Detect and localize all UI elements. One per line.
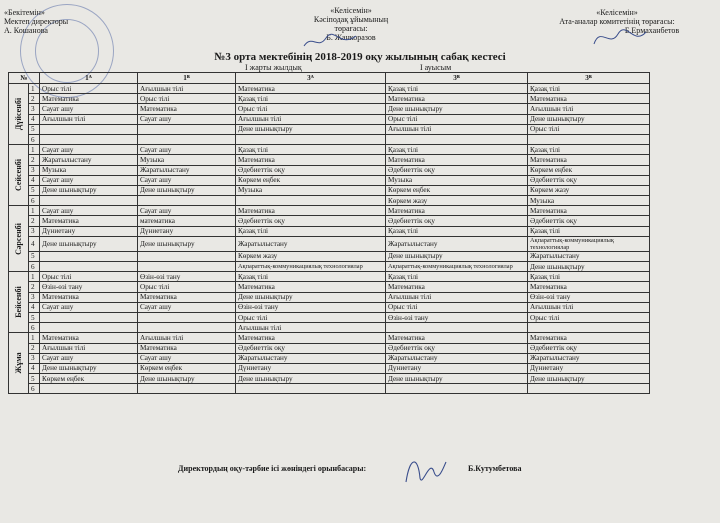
table-row bbox=[9, 124, 650, 134]
lesson-cell: Ағылшын тілі bbox=[386, 292, 528, 302]
col-header-3a: 3ᴬ bbox=[236, 73, 386, 84]
approval-parents-role: Ата-аналар комитетінің төрағасы: bbox=[559, 17, 675, 26]
lesson-cell: Сауат ашу bbox=[138, 114, 236, 124]
lesson-cell bbox=[138, 196, 236, 206]
lesson-cell: Математика bbox=[40, 216, 138, 226]
lesson-cell: Дүниетану bbox=[40, 226, 138, 236]
table-row bbox=[9, 353, 650, 363]
lesson-cell bbox=[138, 384, 236, 394]
lesson-cell: Дене шынықтыру bbox=[236, 374, 386, 384]
table-row bbox=[9, 384, 650, 394]
lesson-cell: Орыс тілі bbox=[40, 84, 138, 94]
lesson-cell bbox=[138, 251, 236, 261]
lesson-cell: Қазақ тілі bbox=[236, 272, 386, 282]
lesson-cell: Сауат ашу bbox=[138, 302, 236, 312]
lesson-cell: Дене шынықтыру bbox=[138, 185, 236, 195]
lesson-cell: Математика bbox=[236, 206, 386, 216]
lesson-cell: Әдебиеттік оқу bbox=[386, 216, 528, 226]
lesson-cell: Жаратылыстану bbox=[138, 165, 236, 175]
table-row bbox=[9, 312, 650, 322]
lesson-cell: Қазақ тілі bbox=[528, 84, 650, 94]
day-label: Сәрсенбі bbox=[13, 222, 23, 255]
col-header-3v: 3ᴮ bbox=[528, 73, 650, 84]
lesson-cell bbox=[138, 323, 236, 333]
lesson-cell: Математика bbox=[528, 282, 650, 292]
lesson-number: 4 bbox=[29, 236, 40, 251]
signature-deputy bbox=[400, 452, 450, 492]
lesson-cell: Көркем еңбек bbox=[236, 175, 386, 185]
lesson-cell: Жаратылыстану bbox=[386, 236, 528, 251]
lesson-number: 1 bbox=[29, 206, 40, 216]
lesson-cell: Дүниетану bbox=[138, 226, 236, 236]
lesson-number: 2 bbox=[29, 216, 40, 226]
lesson-cell bbox=[386, 323, 528, 333]
lesson-number: 3 bbox=[29, 226, 40, 236]
day-label: Сейсенбі bbox=[13, 159, 23, 192]
lesson-number: 2 bbox=[29, 343, 40, 353]
lesson-number: 4 bbox=[29, 114, 40, 124]
table-row bbox=[9, 226, 650, 236]
day-cell bbox=[9, 145, 29, 206]
lesson-cell: Орыс тілі bbox=[386, 114, 528, 124]
lesson-cell: Орыс тілі bbox=[138, 282, 236, 292]
lesson-cell: Қазақ тілі bbox=[528, 145, 650, 155]
lesson-cell: Сауат ашу bbox=[40, 145, 138, 155]
lesson-cell: Дене шынықтыру bbox=[40, 236, 138, 251]
lesson-cell: Дене шынықтыру bbox=[386, 374, 528, 384]
lesson-cell: Қазақ тілі bbox=[386, 226, 528, 236]
lesson-cell: Ағылшын тілі bbox=[386, 124, 528, 134]
lesson-number: 3 bbox=[29, 353, 40, 363]
lesson-cell: Әдебиеттік оқу bbox=[386, 165, 528, 175]
table-row bbox=[9, 216, 650, 226]
lesson-cell: Сауат ашу bbox=[40, 206, 138, 216]
day-cell bbox=[9, 272, 29, 333]
table-header-row bbox=[9, 73, 650, 84]
approval-union-heading: «Келісемін» bbox=[330, 6, 372, 15]
lesson-cell: Көркем еңбек bbox=[138, 363, 236, 373]
lesson-cell: Жаратылыстану bbox=[528, 251, 650, 261]
lesson-number: 4 bbox=[29, 363, 40, 373]
lesson-cell bbox=[236, 196, 386, 206]
lesson-cell: Орыс тілі bbox=[138, 94, 236, 104]
lesson-cell: Ақпараттық-коммуникациялық технологиялар bbox=[236, 262, 386, 272]
lesson-cell: Сауат ашу bbox=[138, 175, 236, 185]
lesson-cell: Математика bbox=[40, 94, 138, 104]
lesson-cell: Жаратылыстану bbox=[528, 353, 650, 363]
approval-director-name: А. Кошанова bbox=[4, 26, 48, 35]
lesson-cell bbox=[236, 384, 386, 394]
lesson-number: 6 bbox=[29, 196, 40, 206]
lesson-cell: Орыс тілі bbox=[40, 272, 138, 282]
lesson-cell: Математика bbox=[138, 343, 236, 353]
approval-union-org: Кәсіподақ ұйымының bbox=[313, 15, 389, 24]
lesson-cell: Көркем жазу bbox=[386, 196, 528, 206]
lesson-cell: Математика bbox=[386, 155, 528, 165]
table-row bbox=[9, 155, 650, 165]
col-header-1b: 1ᴮ bbox=[138, 73, 236, 84]
lesson-cell: Музыка bbox=[528, 196, 650, 206]
lesson-cell: Қазақ тілі bbox=[528, 272, 650, 282]
day-label: Дүйсенбі bbox=[13, 97, 23, 131]
lesson-number: 4 bbox=[29, 175, 40, 185]
day-cell bbox=[9, 84, 29, 145]
day-label: Жұма bbox=[13, 352, 23, 375]
lesson-cell: Дене шынықтыру bbox=[386, 251, 528, 261]
table-row bbox=[9, 165, 650, 175]
lesson-number: 5 bbox=[29, 185, 40, 195]
lesson-number: 5 bbox=[29, 251, 40, 261]
lesson-cell: Дүниетану bbox=[236, 363, 386, 373]
lesson-cell: Өзін-өзі тану bbox=[528, 292, 650, 302]
lesson-cell: Ағылшын тілі bbox=[528, 104, 650, 114]
lesson-cell: Орыс тілі bbox=[236, 104, 386, 114]
lesson-cell bbox=[386, 384, 528, 394]
footer-name: Б.Кутумбетова bbox=[468, 464, 522, 473]
lesson-cell: Математика bbox=[40, 333, 138, 343]
table-row bbox=[9, 333, 650, 343]
lesson-number: 4 bbox=[29, 302, 40, 312]
lesson-number: 1 bbox=[29, 333, 40, 343]
lesson-cell: Дене шынықтыру bbox=[138, 236, 236, 251]
lesson-cell: Дене шынықтыру bbox=[236, 124, 386, 134]
lesson-number: 6 bbox=[29, 384, 40, 394]
lesson-cell bbox=[40, 262, 138, 272]
lesson-cell: Өзін-өзі тану bbox=[386, 312, 528, 322]
lesson-cell: Дене шынықтыру bbox=[40, 185, 138, 195]
lesson-cell: Өзін-өзі тану bbox=[138, 272, 236, 282]
table-row bbox=[9, 185, 650, 195]
table-row bbox=[9, 302, 650, 312]
lesson-number: 5 bbox=[29, 124, 40, 134]
lesson-cell: Дене шынықтыру bbox=[528, 262, 650, 272]
lesson-number: 3 bbox=[29, 104, 40, 114]
lesson-cell: Ағылшын тілі bbox=[138, 333, 236, 343]
lesson-cell: Математика bbox=[40, 292, 138, 302]
lesson-cell: Көркем еңбек bbox=[386, 185, 528, 195]
lesson-cell: Математика bbox=[236, 282, 386, 292]
lesson-cell: Әдебиеттік оқу bbox=[528, 343, 650, 353]
lesson-cell: Қазақ тілі bbox=[528, 226, 650, 236]
lesson-number: 3 bbox=[29, 165, 40, 175]
table-row bbox=[9, 104, 650, 114]
lesson-cell: Ағылшын тілі bbox=[40, 114, 138, 124]
lesson-cell: Математика bbox=[386, 333, 528, 343]
lesson-cell bbox=[528, 323, 650, 333]
table-row bbox=[9, 251, 650, 261]
lesson-cell: Өзін-өзі тану bbox=[40, 282, 138, 292]
day-cell bbox=[9, 206, 29, 272]
lesson-cell: Әдебиеттік оқу bbox=[236, 216, 386, 226]
lesson-cell bbox=[40, 384, 138, 394]
lesson-cell: Қазақ тілі bbox=[236, 94, 386, 104]
lesson-cell: Сауат ашу bbox=[40, 353, 138, 363]
approval-parents-name: Б.Ермаханбетов bbox=[624, 26, 680, 35]
lesson-cell bbox=[138, 312, 236, 322]
lesson-cell: Дене шынықтыру bbox=[528, 114, 650, 124]
lesson-cell: Математика bbox=[528, 206, 650, 216]
page-title: №3 орта мектебінің 2018-2019 оқу жылының сабақ кестесі bbox=[214, 51, 506, 63]
lesson-cell: Жаратылыстану bbox=[236, 353, 386, 363]
approval-director-role: Мектеп директоры bbox=[4, 17, 69, 26]
lesson-cell: Ақпараттық-коммуникациялық технологиялар bbox=[528, 236, 650, 251]
col-header-1a: 1ᴬ bbox=[40, 73, 138, 84]
lesson-number: 1 bbox=[29, 145, 40, 155]
lesson-cell: Әдебиеттік оқу bbox=[236, 343, 386, 353]
lesson-cell: Әдебиеттік оқу bbox=[386, 343, 528, 353]
table-row bbox=[9, 282, 650, 292]
lesson-cell: Орыс тілі bbox=[528, 124, 650, 134]
lesson-cell: Сауат ашу bbox=[40, 175, 138, 185]
semester-label: I жарты жылдық bbox=[245, 63, 302, 72]
day-label: Бейсенбі bbox=[13, 286, 23, 318]
lesson-cell: Дене шынықтыру bbox=[236, 292, 386, 302]
lesson-cell: Математика bbox=[528, 333, 650, 343]
lesson-cell: Қазақ тілі bbox=[386, 272, 528, 282]
lesson-cell bbox=[528, 134, 650, 144]
lesson-cell: Математика bbox=[138, 104, 236, 114]
lesson-cell: Сауат ашу bbox=[138, 145, 236, 155]
lesson-number: 3 bbox=[29, 292, 40, 302]
lesson-cell: Ақпараттық-коммуникациялық технологиялар bbox=[386, 262, 528, 272]
table-row bbox=[9, 272, 650, 282]
table-row bbox=[9, 114, 650, 124]
lesson-cell: Музыка bbox=[40, 165, 138, 175]
lesson-cell: Орыс тілі bbox=[386, 302, 528, 312]
lesson-cell: Қазақ тілі bbox=[386, 84, 528, 94]
lesson-cell bbox=[528, 384, 650, 394]
table-row bbox=[9, 206, 650, 216]
approval-director-heading: «Бекітемін» bbox=[4, 8, 45, 17]
lesson-number: 5 bbox=[29, 312, 40, 322]
lesson-cell: Көркем жазу bbox=[528, 185, 650, 195]
approval-director bbox=[4, 8, 68, 35]
lesson-cell: Музыка bbox=[138, 155, 236, 165]
table-row bbox=[9, 374, 650, 384]
lesson-cell: Математика bbox=[236, 155, 386, 165]
lesson-cell: математика bbox=[138, 216, 236, 226]
col-header-number: № bbox=[9, 73, 40, 84]
lesson-cell bbox=[138, 134, 236, 144]
lesson-cell: Дене шынықтыру bbox=[386, 104, 528, 114]
lesson-cell: Математика bbox=[528, 94, 650, 104]
table-row bbox=[9, 236, 650, 251]
table-row bbox=[9, 84, 650, 94]
lesson-cell: Ағылшын тілі bbox=[528, 302, 650, 312]
schedule-table bbox=[8, 72, 650, 394]
footer-label: Директордың оқу-тәрбие ісі жөніндегі орынбасары: bbox=[178, 464, 367, 473]
table-row bbox=[9, 94, 650, 104]
lesson-cell: Дене шынықтыру bbox=[40, 363, 138, 373]
lesson-cell bbox=[40, 124, 138, 134]
lesson-number: 6 bbox=[29, 323, 40, 333]
lesson-cell: Әдебиеттік оқу bbox=[528, 175, 650, 185]
lesson-cell: Ағылшын тілі bbox=[40, 343, 138, 353]
lesson-cell: Математика bbox=[386, 282, 528, 292]
table-row bbox=[9, 145, 650, 155]
lesson-cell: Қазақ тілі bbox=[386, 145, 528, 155]
lesson-number: 6 bbox=[29, 262, 40, 272]
lesson-cell: Дүниетану bbox=[528, 363, 650, 373]
lesson-cell: Ағылшын тілі bbox=[138, 84, 236, 94]
lesson-cell: Орыс тілі bbox=[528, 312, 650, 322]
day-cell bbox=[9, 333, 29, 394]
lesson-cell: Дүниетану bbox=[386, 363, 528, 373]
lesson-cell bbox=[40, 312, 138, 322]
lesson-cell bbox=[40, 134, 138, 144]
lesson-cell: Математика bbox=[236, 84, 386, 94]
lesson-cell: Музыка bbox=[386, 175, 528, 185]
lesson-cell: Өзін-өзі тану bbox=[236, 302, 386, 312]
lesson-cell: Әдебиеттік оқу bbox=[528, 216, 650, 226]
lesson-number: 6 bbox=[29, 134, 40, 144]
lesson-cell: Көркем еңбек bbox=[40, 374, 138, 384]
approval-union-role: төрағасы: bbox=[334, 24, 368, 33]
lesson-cell: Әдебиеттік оқу bbox=[236, 165, 386, 175]
lesson-number: 2 bbox=[29, 155, 40, 165]
lesson-cell: Сауат ашу bbox=[40, 104, 138, 114]
lesson-cell: Орыс тілі bbox=[236, 312, 386, 322]
lesson-number: 2 bbox=[29, 282, 40, 292]
approval-union-name: Б. Жанкоразов bbox=[326, 33, 376, 42]
lesson-cell: Математика bbox=[528, 155, 650, 165]
lesson-cell bbox=[386, 134, 528, 144]
lesson-cell bbox=[236, 134, 386, 144]
lesson-number: 1 bbox=[29, 84, 40, 94]
lesson-cell: Көркем еңбек bbox=[528, 165, 650, 175]
lesson-number: 2 bbox=[29, 94, 40, 104]
lesson-cell: Жаратылыстану bbox=[236, 236, 386, 251]
lesson-cell: Ағылшын тілі bbox=[236, 114, 386, 124]
lesson-cell: Математика bbox=[386, 94, 528, 104]
lesson-cell bbox=[40, 323, 138, 333]
lesson-cell bbox=[138, 262, 236, 272]
lesson-cell: Жаратылыстану bbox=[40, 155, 138, 165]
lesson-cell bbox=[40, 251, 138, 261]
lesson-cell: Жаратылыстану bbox=[386, 353, 528, 363]
table-row bbox=[9, 292, 650, 302]
lesson-cell: Математика bbox=[236, 333, 386, 343]
lesson-cell: Дене шынықтыру bbox=[528, 374, 650, 384]
lesson-cell: Сауат ашу bbox=[138, 353, 236, 363]
lesson-cell: Сауат ашу bbox=[138, 206, 236, 216]
lesson-number: 1 bbox=[29, 272, 40, 282]
table-row bbox=[9, 134, 650, 144]
lesson-cell: Математика bbox=[138, 292, 236, 302]
table-row bbox=[9, 196, 650, 206]
lesson-cell: Көркем жазу bbox=[236, 251, 386, 261]
lesson-cell: Қазақ тілі bbox=[236, 145, 386, 155]
signature-parents bbox=[590, 24, 650, 50]
lesson-number: 5 bbox=[29, 374, 40, 384]
table-row bbox=[9, 343, 650, 353]
lesson-cell: Қазақ тілі bbox=[236, 226, 386, 236]
table-row bbox=[9, 323, 650, 333]
col-header-3b: 3ᴮ bbox=[386, 73, 528, 84]
table-row bbox=[9, 363, 650, 373]
lesson-cell: Ағылшын тілі bbox=[236, 323, 386, 333]
lesson-cell: Сауат ашу bbox=[40, 302, 138, 312]
table-row bbox=[9, 262, 650, 272]
signature-union bbox=[300, 30, 360, 52]
lesson-cell: Музыка bbox=[236, 185, 386, 195]
table-row bbox=[9, 175, 650, 185]
lesson-cell: Дене шынықтыру bbox=[138, 374, 236, 384]
approval-parents-heading: «Келісемін» bbox=[596, 8, 638, 17]
shift-label: I ауысым bbox=[420, 63, 452, 72]
lesson-cell bbox=[138, 124, 236, 134]
lesson-cell: Математика bbox=[386, 206, 528, 216]
lesson-cell bbox=[40, 196, 138, 206]
